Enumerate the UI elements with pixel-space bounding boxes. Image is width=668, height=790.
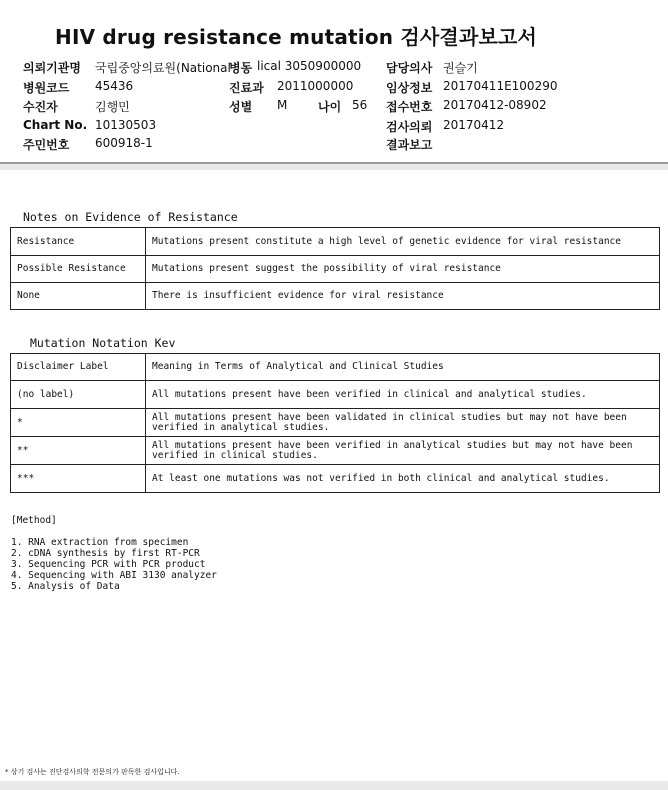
table-row: [11, 283, 660, 310]
notation-meaning-cell: At least one mutations was not verified in both clinical and analytical studies.: [146, 465, 660, 493]
clinical-info-label: 임상정보: [386, 81, 433, 95]
notation-meaning-cell: All mutations present have been verified in analytical studies but may not have been verified in clinical studies.: [146, 437, 660, 465]
table-row: [11, 409, 660, 437]
evidence-label-cell: None: [11, 283, 146, 310]
evidence-section-title: Notes on Evidence of Resistance: [23, 210, 238, 224]
examinee-label: 수진자: [23, 100, 58, 114]
receipt-label: 접수번호: [386, 100, 433, 114]
footer-note: * 상기 검사는 진단검사의학 전문의가 판독한 검사입니다.: [5, 768, 180, 776]
clinical-info-value: 20170411E100290: [443, 79, 558, 93]
table-row: [11, 228, 660, 256]
evidence-label-cell: Possible Resistance: [11, 256, 146, 283]
sex-value: M: [277, 98, 288, 112]
sex-label: 성별: [229, 100, 253, 114]
resident-label: 주민번호: [23, 138, 70, 152]
header-band: [0, 164, 668, 170]
chart-no-label: Chart No.: [23, 118, 88, 132]
dept-value: 2011000000: [277, 79, 354, 93]
table-row: [11, 437, 660, 465]
method-step: 1. RNA extraction from specimen: [11, 537, 189, 548]
age-value: 56: [352, 98, 368, 112]
age-label: 나이: [318, 100, 342, 114]
ward-label: 병동: [229, 61, 253, 75]
method-step: 4. Sequencing with ABI 3130 analyzer: [11, 570, 217, 581]
notation-meaning-cell: All mutations present have been validated in clinical studies but may not have been verified in analytical studies.: [146, 409, 660, 437]
method-title: [Method]: [11, 515, 57, 526]
footer-band: [0, 781, 668, 790]
report-title: HIV drug resistance mutation 검사결과보고서: [55, 25, 538, 49]
notation-meaning-cell: All mutations present have been verified in clinical and analytical studies.: [146, 381, 660, 409]
institution-value: 국립중앙의료원(National: [95, 61, 231, 75]
method-step: 5. Analysis of Data: [11, 581, 120, 592]
hospital-code-value: 45436: [95, 79, 134, 93]
notation-header-label: Disclaimer Label: [11, 354, 146, 381]
chart-no-value: 10130503: [95, 118, 157, 132]
table-row: [11, 381, 660, 409]
evidence-label-cell: Resistance: [11, 228, 146, 256]
result-label: 결과보고: [386, 138, 433, 152]
receipt-value: 20170412-08902: [443, 98, 547, 112]
notation-label-cell: ***: [11, 465, 146, 493]
notation-table: [10, 353, 660, 493]
institution-label: 의뢰기관명: [23, 61, 81, 75]
evidence-meaning-cell: There is insufficient evidence for viral resistance: [146, 283, 660, 310]
notation-label-cell: *: [11, 409, 146, 437]
table-row: [11, 256, 660, 283]
notation-label-cell: **: [11, 437, 146, 465]
request-label: 검사의뢰: [386, 120, 433, 134]
request-value: 20170412: [443, 118, 505, 132]
evidence-meaning-cell: Mutations present suggest the possibility of viral resistance: [146, 256, 660, 283]
doctor-label: 담당의사: [386, 61, 433, 75]
doctor-value: 권슬기: [443, 61, 478, 75]
evidence-meaning-cell: Mutations present constitute a high level of genetic evidence for viral resistance: [146, 228, 660, 256]
table-row: [11, 465, 660, 493]
examinee-value: 김행민: [95, 100, 130, 114]
method-step: 2. cDNA synthesis by first RT-PCR: [11, 548, 200, 559]
hospital-code-label: 병원코드: [23, 81, 70, 95]
method-step: 3. Sequencing PCR with PCR product: [11, 559, 206, 570]
notation-header-meaning: Meaning in Terms of Analytical and Clinical Studies: [146, 354, 660, 381]
ward-value: lical 3050900000: [257, 59, 362, 73]
table-row: [11, 354, 660, 381]
dept-label: 진료과: [229, 81, 264, 95]
notation-section-title: Mutation Notation Kev: [30, 336, 176, 350]
evidence-table: [10, 227, 660, 310]
resident-value: 600918-1: [95, 136, 153, 150]
notation-label-cell: (no label): [11, 381, 146, 409]
